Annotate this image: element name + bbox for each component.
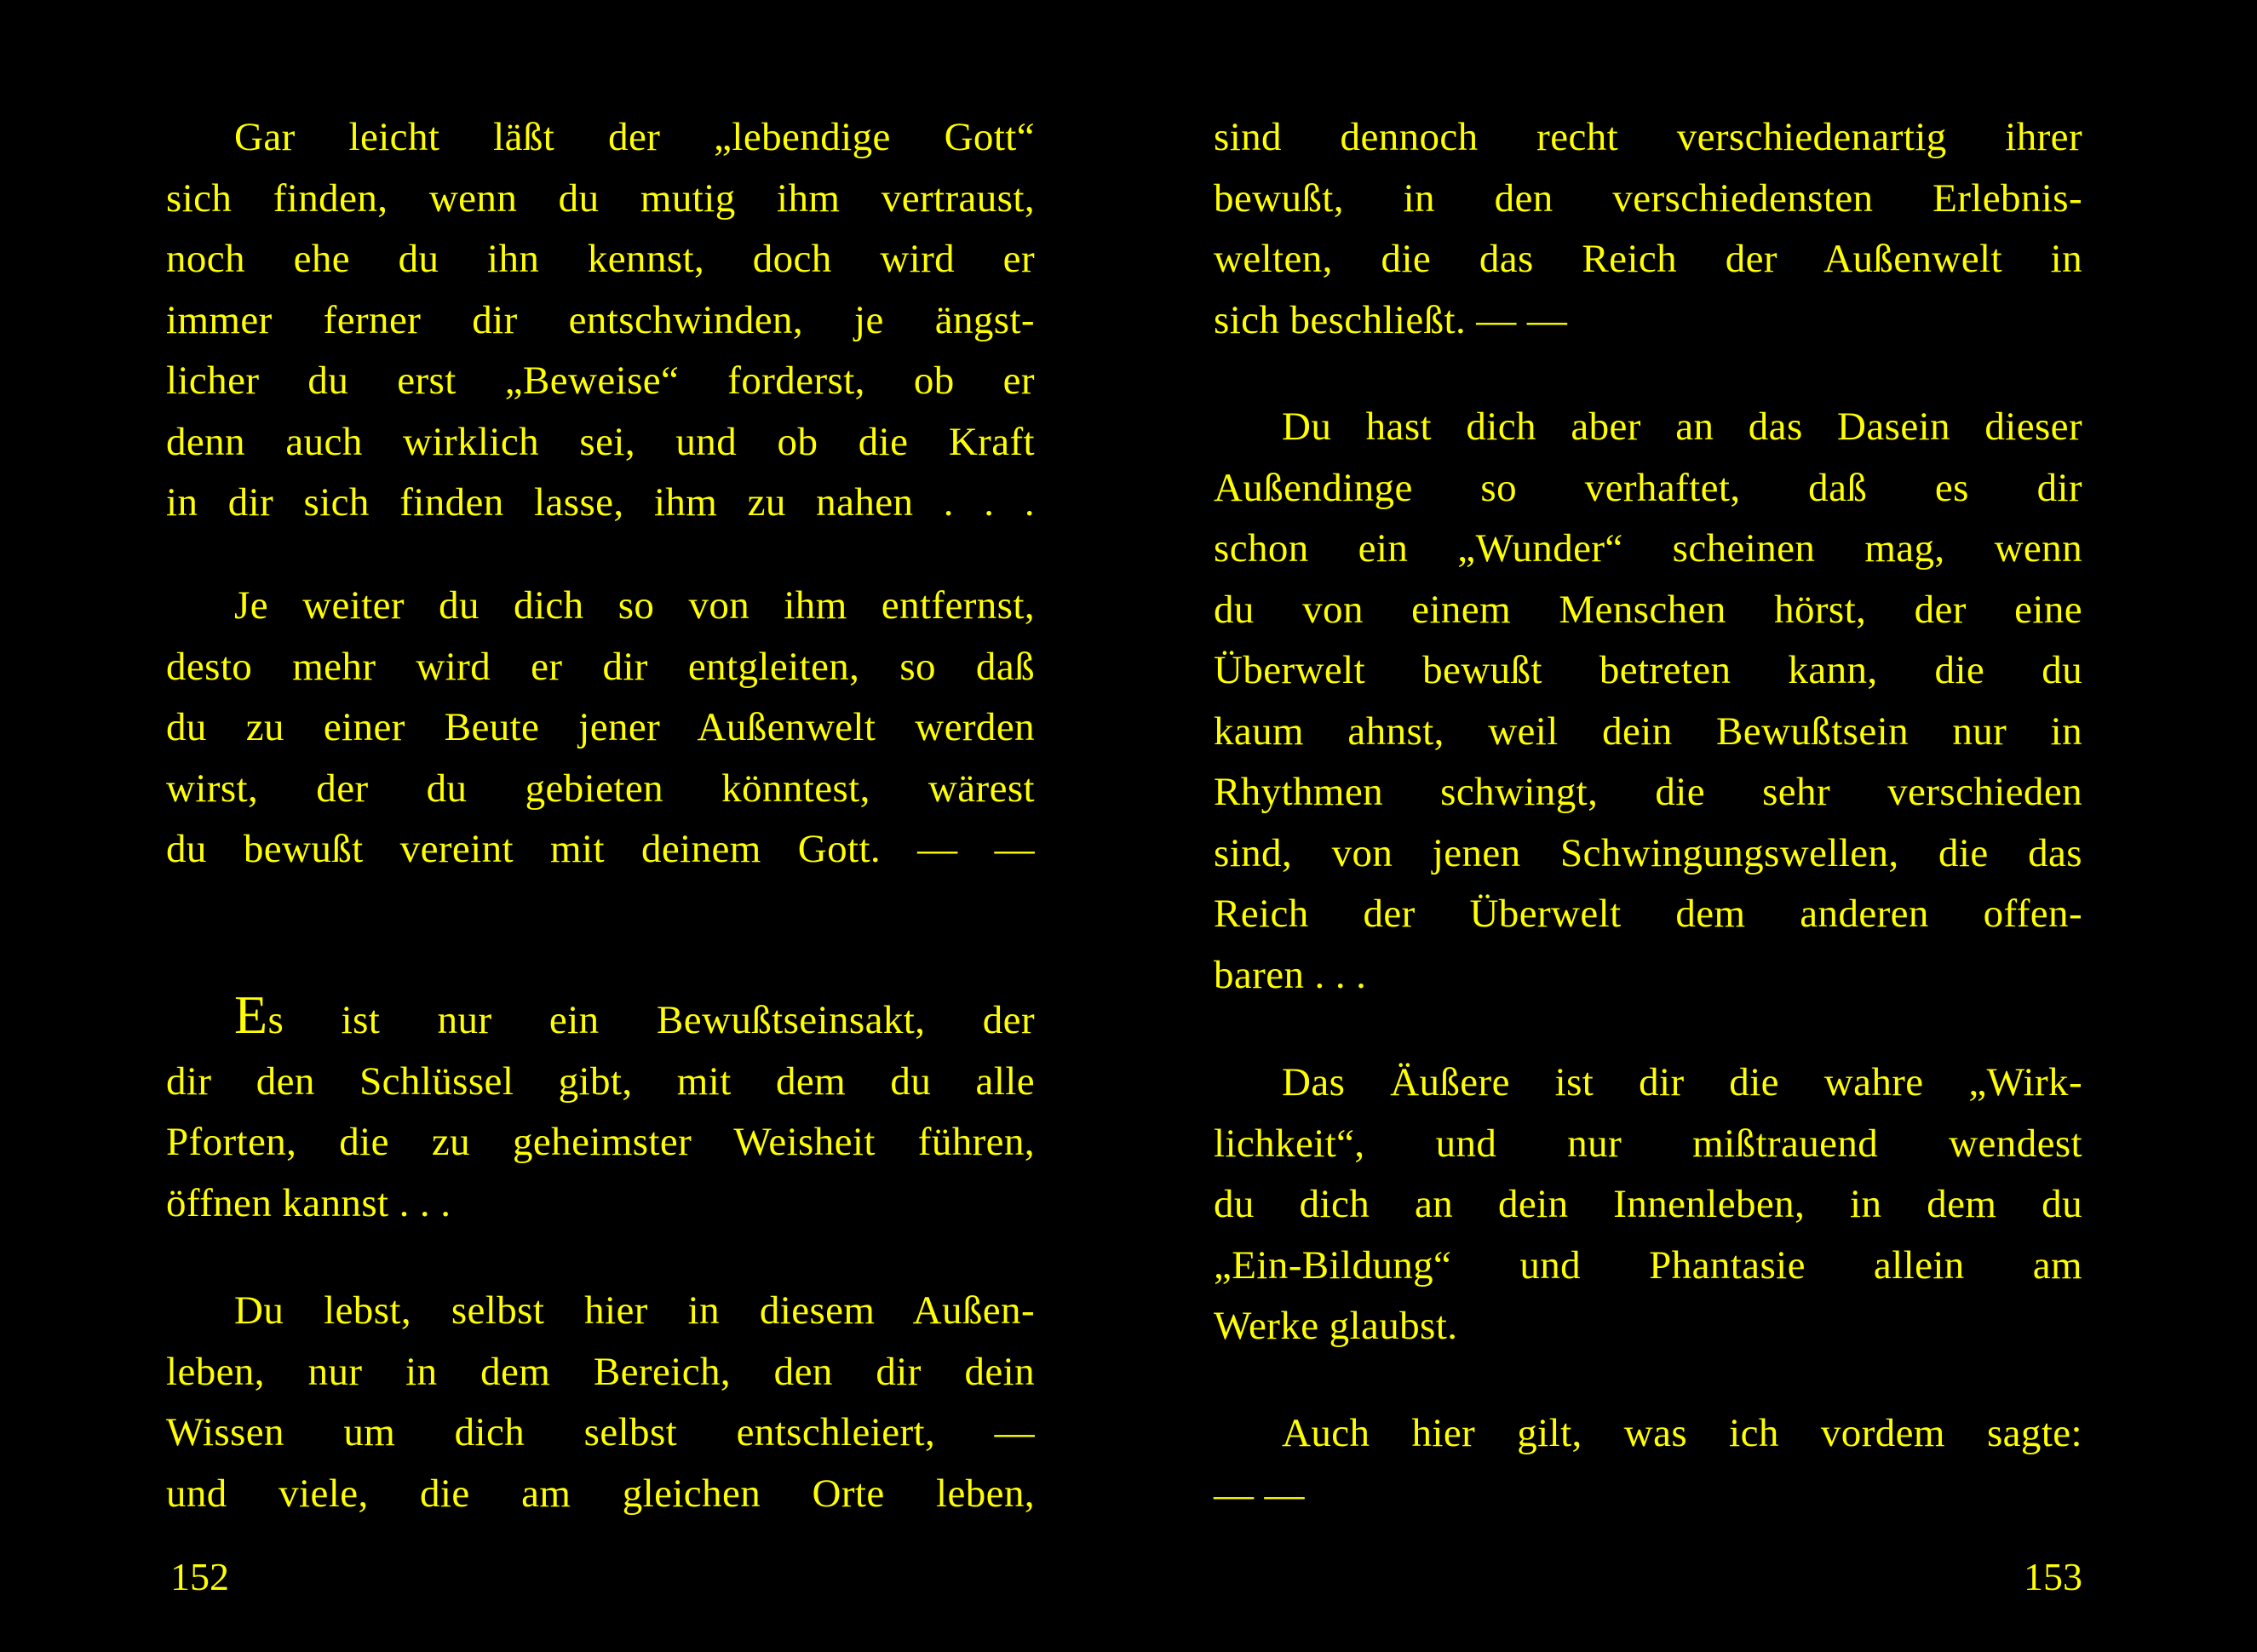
paragraph bbox=[166, 107, 1035, 534]
text-line: sich beschließt. — — bbox=[1214, 297, 1568, 342]
paragraph bbox=[1214, 397, 2082, 1006]
text-line: sich finden, wenn du mutig ihm vertraust, bbox=[166, 175, 1035, 221]
text-line: du bewußt vereint mit deinem Gott. — — bbox=[166, 827, 1035, 871]
text-line: immer ferner dir entschwinden, je ängst- bbox=[166, 297, 1035, 342]
text-line: „Ein-Bildung“ und Phantasie allein am bbox=[1214, 1242, 2082, 1288]
text-line: lichkeit“, und nur mißtrauend wendest bbox=[1214, 1121, 2082, 1166]
text-line: Rhythmen schwingt, die sehr verschieden bbox=[1214, 770, 2082, 814]
paragraph bbox=[1214, 107, 2082, 351]
text-line: schon ein „Wunder“ scheinen mag, wenn bbox=[1214, 526, 2082, 571]
paragraph bbox=[1214, 1053, 2082, 1357]
text-line: dir den Schlüssel gibt, mit dem du alle bbox=[166, 1058, 1035, 1104]
text-line: du zu einer Beute jener Außenwelt werden bbox=[166, 705, 1035, 749]
text-line: licher du erst „Beweise“ forderst, ob er bbox=[166, 359, 1035, 403]
text-line: Du lebst, selbst hier in diesem Außen- bbox=[234, 1288, 1035, 1333]
text-line: du dich an dein Innenleben, in dem du bbox=[1214, 1182, 2082, 1226]
text-line: Das Äußere ist dir die wahre „Wirk- bbox=[1282, 1060, 2082, 1104]
drop-initial: E bbox=[234, 984, 268, 1045]
text-line: öffnen kannst . . . bbox=[166, 1180, 451, 1225]
text-line: du von einem Menschen hörst, der eine bbox=[1214, 587, 2082, 632]
text-line: desto mehr wird er dir entgleiten, so daß bbox=[166, 644, 1035, 689]
text-line: in dir sich finden lasse, ihm zu nahen . . . bbox=[166, 480, 1035, 525]
text-line: Pforten, die zu geheimster Weisheit führen, bbox=[166, 1120, 1035, 1164]
text-line: bewußt, in den verschiedensten Erlebnis- bbox=[1214, 175, 2082, 221]
paragraph bbox=[1214, 1403, 2082, 1525]
text-line: Du hast dich aber an das Dasein dieser bbox=[1282, 404, 2082, 449]
text-line: leben, nur in dem Bereich, den dir dein bbox=[166, 1349, 1035, 1394]
page-number: 152 bbox=[170, 1555, 229, 1598]
text-line: kaum ahnst, weil dein Bewußtsein nur in bbox=[1214, 708, 2082, 754]
text-line: baren . . . bbox=[1214, 952, 1367, 997]
text-line: Reich der Überwelt dem anderen offen- bbox=[1214, 892, 2082, 936]
page-number: 153 bbox=[2024, 1555, 2082, 1598]
text-line: Außendinge so verhaftet, daß es dir bbox=[1214, 465, 2082, 510]
paragraph bbox=[166, 1281, 1035, 1524]
text-line: und viele, die am gleichen Orte leben, bbox=[166, 1471, 1035, 1516]
text-line: wirst, der du gebieten könntest, wärest bbox=[166, 766, 1035, 811]
text-line: noch ehe du ihn kennst, doch wird er bbox=[166, 237, 1035, 281]
paragraph bbox=[166, 576, 1035, 880]
text-line: — — bbox=[1214, 1471, 1305, 1517]
text-line: sind, von jenen Schwingungswellen, die das bbox=[1214, 830, 2082, 875]
text-line: denn auch wirklich sei, und ob die Kraft bbox=[166, 419, 1035, 464]
text-line: sind dennoch recht verschiedenartig ihrer bbox=[1214, 115, 2082, 159]
text-line: Werke glaubst. bbox=[1214, 1304, 1458, 1348]
text-line: Auch hier gilt, was ich vordem sagte: bbox=[1282, 1411, 2082, 1455]
text-line: Wissen um dich selbst entschleiert, — bbox=[166, 1410, 1035, 1454]
paragraph bbox=[166, 984, 1035, 1234]
text-line: Überwelt bewußt betreten kann, die du bbox=[1214, 648, 2082, 692]
text-line: welten, die das Reich der Außenwelt in bbox=[1214, 237, 2082, 281]
text-line: Es ist nur ein Bewußtseinsakt, der bbox=[234, 984, 1035, 1045]
text-line: Gar leicht läßt der „lebendige Gott“ bbox=[234, 115, 1035, 159]
text-line: Je weiter du dich so von ihm entfernst, bbox=[234, 583, 1035, 628]
